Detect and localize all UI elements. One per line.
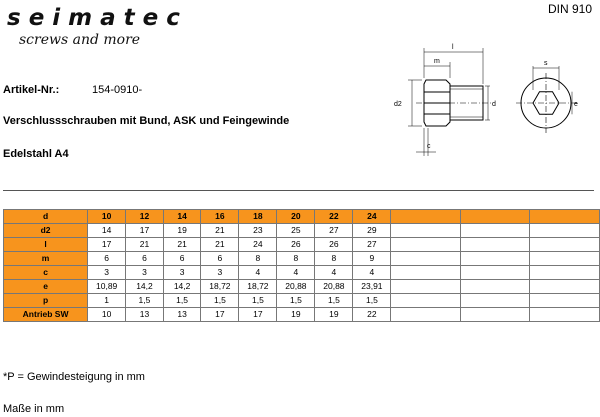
table-cell: 3 xyxy=(126,266,164,280)
table-header-cell xyxy=(391,210,461,224)
table-cell: 1 xyxy=(88,294,126,308)
product-title: Verschlussschrauben mit Bund, ASK und Feingewinde xyxy=(3,115,290,127)
brand-name: seimatec xyxy=(7,5,188,31)
product-material: Edelstahl A4 xyxy=(3,148,69,160)
table-header-cell: 10 xyxy=(88,210,126,224)
table-cell: 17 xyxy=(239,308,277,322)
table-cell xyxy=(391,294,461,308)
table-cell: 19 xyxy=(163,224,201,238)
row-label: d2 xyxy=(4,224,88,238)
table-cell: 14 xyxy=(88,224,126,238)
table-cell xyxy=(460,294,530,308)
table-cell: 1,5 xyxy=(315,294,353,308)
table-cell: 14,2 xyxy=(126,280,164,294)
table-cell xyxy=(530,252,600,266)
table-cell xyxy=(391,224,461,238)
row-label: m xyxy=(4,252,88,266)
drawing-label-d2: d2 xyxy=(394,101,402,108)
table-cell: 3 xyxy=(163,266,201,280)
table-cell: 1,5 xyxy=(353,294,391,308)
table-row xyxy=(4,266,600,280)
table-cell: 8 xyxy=(239,252,277,266)
table-cell: 3 xyxy=(201,266,239,280)
table-header-label: d xyxy=(4,210,88,224)
table-cell: 13 xyxy=(163,308,201,322)
table-cell: 6 xyxy=(126,252,164,266)
drawing-label-c: c xyxy=(427,143,431,150)
drawing-label-d: d xyxy=(492,101,496,108)
table-cell xyxy=(460,252,530,266)
table-cell xyxy=(460,280,530,294)
table-header-cell xyxy=(460,210,530,224)
row-label: Antrieb SW xyxy=(4,308,88,322)
row-label: e xyxy=(4,280,88,294)
table-row xyxy=(4,308,600,322)
table-cell: 8 xyxy=(315,252,353,266)
table-cell xyxy=(460,224,530,238)
divider xyxy=(3,190,594,191)
table-cell xyxy=(530,238,600,252)
table-cell: 24 xyxy=(239,238,277,252)
table-row xyxy=(4,294,600,308)
table-cell: 26 xyxy=(277,238,315,252)
table-cell xyxy=(530,308,600,322)
table-cell: 20,88 xyxy=(277,280,315,294)
table-cell: 10 xyxy=(88,308,126,322)
table-cell: 1,5 xyxy=(277,294,315,308)
table-cell: 27 xyxy=(353,238,391,252)
table-header-cell: 16 xyxy=(201,210,239,224)
table-cell: 21 xyxy=(163,238,201,252)
table-cell: 1,5 xyxy=(201,294,239,308)
table-cell: 22 xyxy=(353,308,391,322)
front-view xyxy=(516,66,578,133)
row-label: l xyxy=(4,238,88,252)
table-cell: 10,89 xyxy=(88,280,126,294)
table-header-cell: 12 xyxy=(126,210,164,224)
table-cell: 23,91 xyxy=(353,280,391,294)
table-cell: 29 xyxy=(353,224,391,238)
table-cell: 1,5 xyxy=(239,294,277,308)
table-cell: 14,2 xyxy=(163,280,201,294)
table-cell xyxy=(391,280,461,294)
table-cell: 6 xyxy=(88,252,126,266)
table-header-cell: 20 xyxy=(277,210,315,224)
table-cell: 1,5 xyxy=(126,294,164,308)
table-cell: 13 xyxy=(126,308,164,322)
table-cell: 4 xyxy=(277,266,315,280)
spec-table xyxy=(3,209,600,322)
table-cell: 18,72 xyxy=(201,280,239,294)
table-row xyxy=(4,280,600,294)
drawing-label-l: l xyxy=(452,44,454,51)
table-cell xyxy=(530,224,600,238)
table-cell: 8 xyxy=(277,252,315,266)
table-cell: 18,72 xyxy=(239,280,277,294)
table-cell xyxy=(460,266,530,280)
table-header-cell: 22 xyxy=(315,210,353,224)
table-cell xyxy=(460,308,530,322)
side-view xyxy=(408,48,491,156)
drawing-label-s: s xyxy=(544,60,548,67)
table-cell: 17 xyxy=(126,224,164,238)
table-cell xyxy=(391,238,461,252)
table-cell xyxy=(530,294,600,308)
standard-label: DIN 910 xyxy=(547,2,592,16)
drawing-label-e: e xyxy=(574,101,578,108)
table-row xyxy=(4,238,600,252)
brand-tagline: screws and more xyxy=(19,32,141,48)
table-cell: 26 xyxy=(315,238,353,252)
table-cell: 3 xyxy=(88,266,126,280)
table-cell: 17 xyxy=(88,238,126,252)
table-cell: 4 xyxy=(239,266,277,280)
brand-logo xyxy=(7,4,188,48)
table-cell: 21 xyxy=(126,238,164,252)
table-cell: 27 xyxy=(315,224,353,238)
units-note: Maße in mm xyxy=(3,403,65,415)
table-cell: 6 xyxy=(163,252,201,266)
drawing-label-m: m xyxy=(434,58,440,65)
table-header-row xyxy=(4,210,600,224)
table-cell xyxy=(391,252,461,266)
table-cell: 19 xyxy=(277,308,315,322)
table-cell: 19 xyxy=(315,308,353,322)
table-row xyxy=(4,224,600,238)
table-cell: 1,5 xyxy=(163,294,201,308)
table-cell: 4 xyxy=(315,266,353,280)
table-cell: 9 xyxy=(353,252,391,266)
table-cell: 6 xyxy=(201,252,239,266)
table-cell xyxy=(530,280,600,294)
article-number-label: Artikel-Nr.: xyxy=(3,84,60,96)
table-cell xyxy=(391,308,461,322)
table-header-cell xyxy=(530,210,600,224)
table-cell: 21 xyxy=(201,224,239,238)
table-cell xyxy=(391,266,461,280)
pitch-note: *P = Gewindesteigung in mm xyxy=(3,371,145,383)
table-cell: 17 xyxy=(201,308,239,322)
table-header-cell: 14 xyxy=(163,210,201,224)
table-cell xyxy=(530,266,600,280)
row-label: c xyxy=(4,266,88,280)
table-cell: 21 xyxy=(201,238,239,252)
table-header-cell: 18 xyxy=(239,210,277,224)
table-cell: 23 xyxy=(239,224,277,238)
table-cell: 25 xyxy=(277,224,315,238)
row-label: p xyxy=(4,294,88,308)
table-cell xyxy=(460,238,530,252)
article-number-value: 154-0910- xyxy=(92,84,143,96)
technical-drawing xyxy=(388,40,588,160)
table-row xyxy=(4,252,600,266)
table-cell: 4 xyxy=(353,266,391,280)
table-header-cell: 24 xyxy=(353,210,391,224)
table-cell: 20,88 xyxy=(315,280,353,294)
